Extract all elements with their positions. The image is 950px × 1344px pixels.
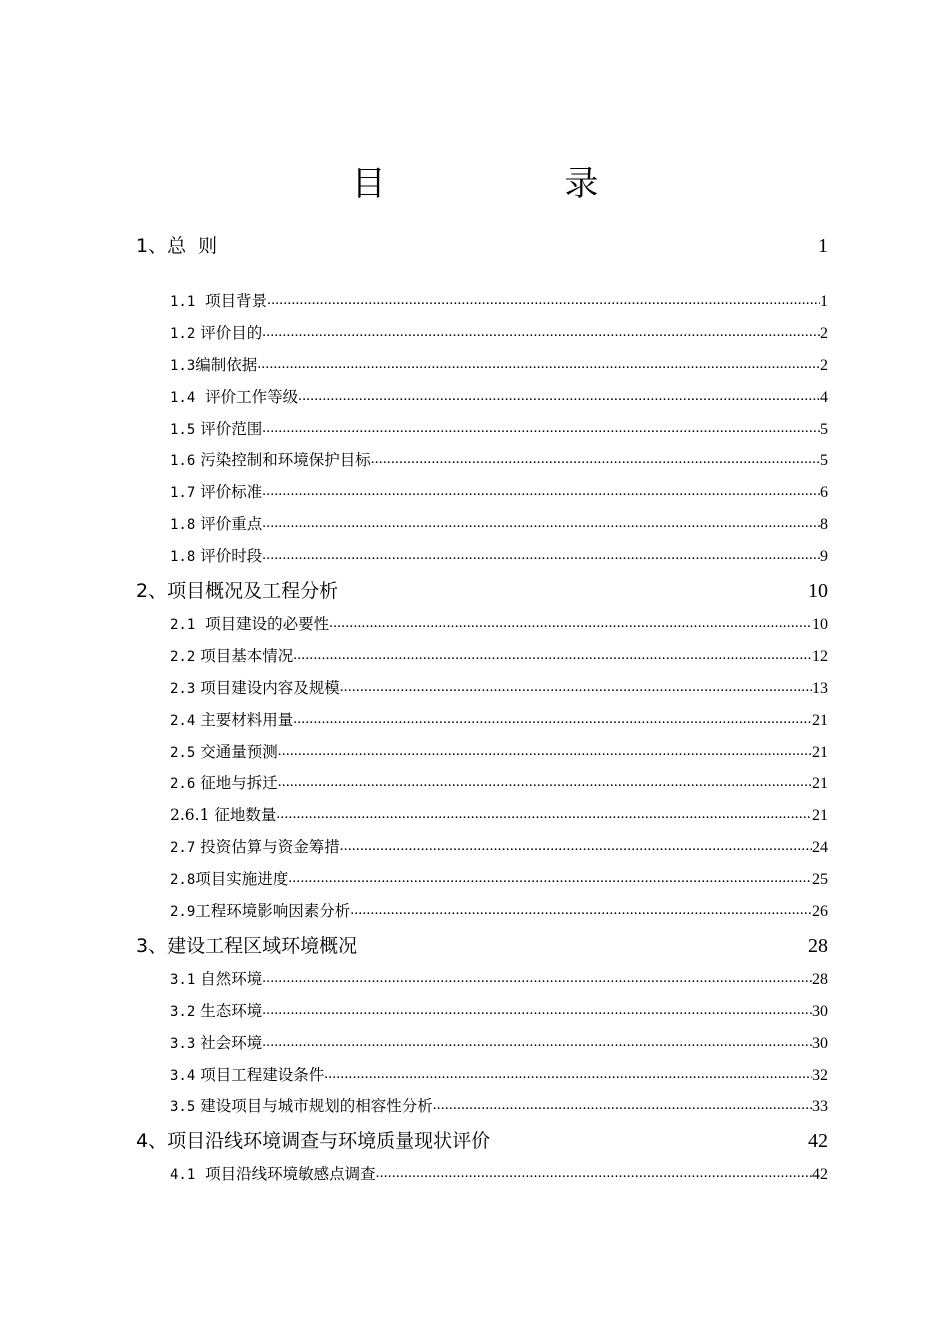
entry-label: 建设项目与城市规划的相容性分析	[195, 1097, 433, 1116]
entry-label: 评价工作等级	[195, 387, 299, 406]
toc-entry[interactable]	[170, 673, 828, 705]
chapter-page-number: 42	[808, 1130, 828, 1153]
entry-number: 1.4	[170, 389, 196, 406]
dot-leader	[262, 317, 820, 349]
entry-page-number: 5	[820, 452, 828, 470]
entry-label: 评价目的	[195, 323, 263, 342]
entry-label: 污染控制和环境保护目标	[195, 451, 371, 470]
entry-page-number: 2	[820, 356, 828, 374]
entry-page-number: 21	[812, 775, 828, 793]
entry-page-number: 28	[812, 970, 828, 988]
toc-entry[interactable]	[170, 768, 828, 800]
entry-label: 社会环境	[195, 1033, 263, 1052]
toc-entry[interactable]	[170, 800, 828, 832]
entry-label: 征地与拆迁	[195, 774, 278, 793]
entry-number: 3.2	[170, 1003, 196, 1020]
toc-entry[interactable]	[170, 1028, 828, 1060]
chapter-title: 4、项目沿线环境调查与环境质量现状评价	[136, 1130, 491, 1153]
entry-number: 3.4	[170, 1067, 196, 1084]
dot-leader	[376, 1158, 812, 1190]
entry-label: 项目工程建设条件	[195, 1065, 325, 1084]
entry-number: 1.5	[170, 421, 196, 438]
dot-leader	[329, 608, 812, 640]
chapter-title: 3、建设工程区域环境概况	[136, 934, 358, 957]
entry-page-number: 33	[812, 1098, 828, 1116]
chapter-page-number: 10	[808, 580, 828, 603]
dot-leader	[298, 381, 820, 413]
dot-leader	[324, 1059, 812, 1091]
entry-label: 评价范围	[195, 419, 263, 438]
page-title: 目 录	[351, 164, 683, 204]
entry-label: 投资估算与资金筹措	[195, 838, 340, 857]
entry-number: 3.1	[170, 971, 196, 988]
entry-number: 1.2	[170, 325, 196, 342]
toc-entry[interactable]	[170, 509, 828, 541]
entry-page-number: 42	[812, 1166, 828, 1184]
dot-leader	[262, 963, 812, 995]
entry-page-number: 10	[812, 616, 828, 634]
toc-entry[interactable]	[170, 737, 828, 769]
entry-number: 2.3	[170, 680, 196, 697]
entry-label: 2.6.1 征地数量	[170, 806, 277, 825]
toc-chapter[interactable]	[136, 928, 828, 964]
entry-label: 生态环境	[195, 1001, 263, 1020]
toc-entry[interactable]	[170, 318, 828, 350]
entry-page-number: 26	[812, 903, 828, 921]
entry-page-number: 1	[820, 293, 828, 310]
dot-leader	[257, 349, 820, 381]
toc-entry[interactable]	[170, 382, 828, 414]
entry-page-number: 21	[812, 711, 828, 729]
dot-leader	[433, 1090, 812, 1122]
entry-label: 项目建设的必要性	[195, 615, 330, 634]
entry-page-number: 5	[820, 420, 828, 438]
dot-leader	[293, 640, 812, 672]
entry-page-number: 4	[820, 388, 828, 406]
entry-number: 1.6	[170, 453, 196, 470]
entry-number: 1.3	[170, 357, 196, 374]
dot-leader	[262, 508, 820, 540]
dot-leader	[262, 476, 820, 508]
entry-page-number: 32	[812, 1066, 828, 1084]
toc-entry[interactable]	[170, 1159, 828, 1191]
toc-entry[interactable]	[170, 705, 828, 737]
chapter-title: 1、总 则	[136, 235, 218, 257]
dot-leader	[278, 736, 812, 768]
entry-label: 主要材料用量	[195, 710, 294, 729]
entry-page-number: 8	[820, 516, 828, 534]
table-of-contents	[136, 228, 828, 1191]
spacer	[136, 264, 828, 286]
entry-label: 项目实施进度	[195, 870, 289, 889]
entry-number: 3.3	[170, 1035, 196, 1052]
toc-chapter[interactable]	[136, 228, 828, 264]
toc-entry[interactable]	[170, 964, 828, 996]
entry-number: 1.8	[170, 549, 196, 566]
entry-number: 2.5	[170, 744, 196, 761]
entry-page-number: 12	[812, 647, 828, 665]
chapter-page-number: 28	[808, 934, 828, 957]
entry-page-number: 21	[812, 807, 828, 825]
entry-page-number: 30	[812, 1002, 828, 1020]
entry-page-number: 21	[812, 743, 828, 761]
dot-leader	[278, 767, 812, 799]
toc-entry[interactable]	[170, 350, 828, 382]
chapter-page-number: 1	[818, 235, 828, 257]
entry-page-number: 6	[820, 484, 828, 502]
entry-number: 3.5	[170, 1099, 196, 1116]
entry-label: 交通量预测	[195, 742, 278, 761]
entry-page-number: 24	[812, 839, 828, 857]
entry-page-number: 25	[812, 871, 828, 889]
dot-leader	[340, 831, 812, 863]
entry-label: 评价时段	[195, 547, 263, 566]
entry-page-number: 13	[812, 679, 828, 697]
entry-page-number: 9	[820, 548, 828, 566]
toc-entry[interactable]	[170, 996, 828, 1028]
toc-entry[interactable]	[170, 609, 828, 641]
entry-number: 2.4	[170, 712, 196, 729]
toc-entry[interactable]	[170, 445, 828, 477]
entry-page-number: 2	[820, 324, 828, 342]
dot-leader	[293, 704, 812, 736]
entry-label: 自然环境	[195, 969, 263, 988]
toc-entry[interactable]	[170, 832, 828, 864]
toc-entry[interactable]	[170, 477, 828, 509]
entry-label: 项目建设内容及规模	[195, 678, 340, 697]
toc-chapter[interactable]	[136, 1123, 828, 1159]
dot-leader	[262, 413, 820, 445]
entry-number: 2.9	[170, 904, 196, 921]
toc-entry[interactable]	[170, 1060, 828, 1092]
entry-label: 评价重点	[195, 515, 263, 534]
entry-number: 1.8	[170, 517, 196, 534]
entry-label: 编制依据	[195, 355, 258, 374]
entry-label: 项目背景	[195, 292, 268, 310]
toc-entry[interactable]	[170, 1091, 828, 1123]
dot-leader	[262, 995, 812, 1027]
entry-label: 工程环境影响因素分析	[195, 902, 351, 921]
entry-label: 项目沿线环境敏感点调查	[195, 1165, 376, 1184]
entry-number: 1.1	[170, 294, 196, 310]
dot-leader	[262, 1027, 812, 1059]
entry-number: 1.7	[170, 485, 196, 502]
dot-leader	[371, 444, 820, 476]
entry-label: 评价标准	[195, 483, 263, 502]
chapter-title: 2、项目概况及工程分析	[136, 580, 339, 603]
dot-leader	[276, 799, 812, 831]
dot-leader	[288, 863, 812, 895]
toc-entry[interactable]	[170, 541, 828, 573]
toc-entry[interactable]	[170, 896, 828, 928]
toc-entry[interactable]	[170, 414, 828, 446]
toc-entry[interactable]	[170, 864, 828, 896]
dot-leader	[340, 672, 812, 704]
toc-entry[interactable]	[170, 641, 828, 673]
dot-leader	[350, 895, 812, 927]
entry-number: 2.6	[170, 776, 196, 793]
toc-chapter[interactable]	[136, 573, 828, 609]
entry-number: 2.1	[170, 617, 196, 634]
entry-number: 2.8	[170, 872, 196, 889]
entry-number: 2.2	[170, 648, 196, 665]
dot-leader	[262, 540, 820, 572]
toc-entry[interactable]	[170, 286, 828, 318]
entry-label: 项目基本情况	[195, 646, 294, 665]
entry-number: 2.7	[170, 840, 196, 857]
entry-page-number: 30	[812, 1034, 828, 1052]
dot-leader	[267, 285, 820, 317]
entry-number: 4.1	[170, 1167, 196, 1184]
